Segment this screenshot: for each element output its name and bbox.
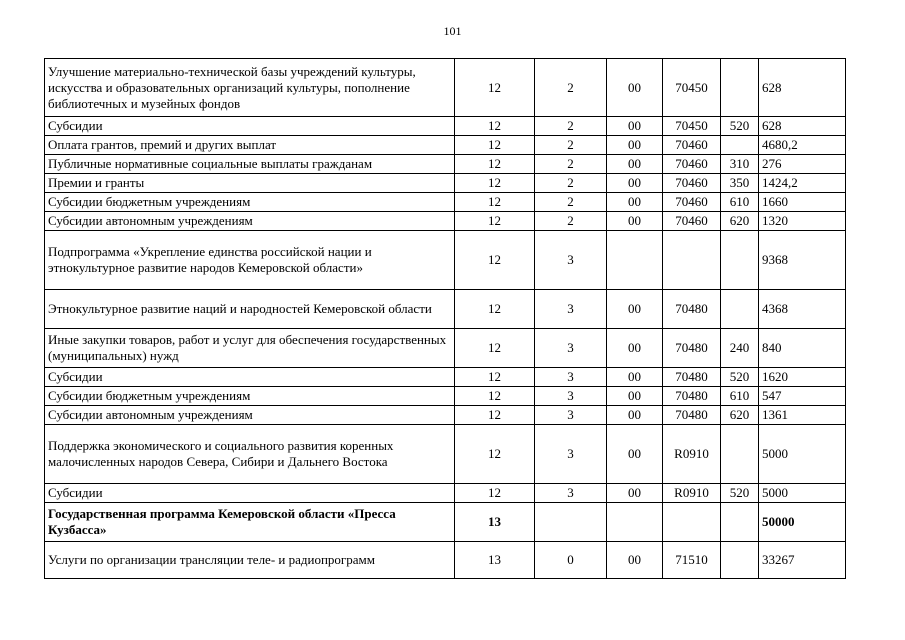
row-name-cell: Субсидии	[45, 368, 455, 387]
table-row	[45, 193, 846, 212]
table-row	[45, 503, 846, 542]
target-code-cell: 70460	[663, 193, 721, 212]
expense-type-cell: 620	[721, 212, 759, 231]
program-code-cell: 00	[607, 117, 663, 136]
subsection-code-cell: 0	[535, 542, 607, 579]
program-code-cell	[607, 503, 663, 542]
amount-cell: 547	[759, 387, 846, 406]
target-code-cell	[663, 231, 721, 290]
expense-type-cell	[721, 290, 759, 329]
program-code-cell: 00	[607, 193, 663, 212]
table-row	[45, 290, 846, 329]
row-name-cell: Улучшение материально-технической базы учреждений культуры, искусства и образовательных организаций культуры, пополнение библиотечных и музейных фондов	[45, 59, 455, 117]
program-code-cell: 00	[607, 329, 663, 368]
table-row	[45, 542, 846, 579]
program-code-cell: 00	[607, 484, 663, 503]
row-name-cell: Субсидии бюджетным учреждениям	[45, 387, 455, 406]
section-code-cell: 12	[455, 387, 535, 406]
expense-type-cell	[721, 542, 759, 579]
table-row	[45, 59, 846, 117]
expense-type-cell: 240	[721, 329, 759, 368]
target-code-cell	[663, 503, 721, 542]
subsection-code-cell: 3	[535, 290, 607, 329]
table-row	[45, 329, 846, 368]
expense-type-cell: 520	[721, 117, 759, 136]
program-code-cell: 00	[607, 59, 663, 117]
expense-type-cell: 350	[721, 174, 759, 193]
amount-cell: 840	[759, 329, 846, 368]
amount-cell: 1361	[759, 406, 846, 425]
section-code-cell: 12	[455, 368, 535, 387]
amount-cell: 50000	[759, 503, 846, 542]
section-code-cell: 12	[455, 193, 535, 212]
program-code-cell: 00	[607, 174, 663, 193]
section-code-cell: 12	[455, 117, 535, 136]
target-code-cell: 70450	[663, 59, 721, 117]
row-name-cell: Премии и гранты	[45, 174, 455, 193]
expense-type-cell	[721, 503, 759, 542]
budget-table	[44, 58, 846, 579]
subsection-code-cell: 3	[535, 329, 607, 368]
section-code-cell: 12	[455, 484, 535, 503]
program-code-cell	[607, 231, 663, 290]
subsection-code-cell: 3	[535, 406, 607, 425]
target-code-cell: 70460	[663, 136, 721, 155]
target-code-cell: 70480	[663, 387, 721, 406]
section-code-cell: 12	[455, 174, 535, 193]
table-row	[45, 136, 846, 155]
row-name-cell: Субсидии автономным учреждениям	[45, 406, 455, 425]
row-name-cell: Субсидии	[45, 117, 455, 136]
amount-cell: 33267	[759, 542, 846, 579]
row-name-cell: Субсидии бюджетным учреждениям	[45, 193, 455, 212]
expense-type-cell: 520	[721, 484, 759, 503]
section-code-cell: 12	[455, 329, 535, 368]
section-code-cell: 12	[455, 212, 535, 231]
section-code-cell: 12	[455, 155, 535, 174]
subsection-code-cell	[535, 503, 607, 542]
table-row	[45, 387, 846, 406]
section-code-cell: 12	[455, 59, 535, 117]
table-row	[45, 484, 846, 503]
expense-type-cell: 620	[721, 406, 759, 425]
subsection-code-cell: 2	[535, 59, 607, 117]
amount-cell: 276	[759, 155, 846, 174]
expense-type-cell: 520	[721, 368, 759, 387]
row-name-cell: Государственная программа Кемеровской области «Пресса Кузбасса»	[45, 503, 455, 542]
table-row	[45, 155, 846, 174]
subsection-code-cell: 3	[535, 368, 607, 387]
program-code-cell: 00	[607, 136, 663, 155]
section-code-cell: 12	[455, 136, 535, 155]
row-name-cell: Подпрограмма «Укрепление единства российской нации и этнокультурное развитие народов Кемеровской области»	[45, 231, 455, 290]
target-code-cell: 70460	[663, 155, 721, 174]
program-code-cell: 00	[607, 290, 663, 329]
subsection-code-cell: 2	[535, 193, 607, 212]
row-name-cell: Поддержка экономического и социального развития коренных малочисленных народов Севера, Сибири и Дальнего Востока	[45, 425, 455, 484]
target-code-cell: 70450	[663, 117, 721, 136]
target-code-cell: R0910	[663, 484, 721, 503]
table-row	[45, 117, 846, 136]
amount-cell: 4680,2	[759, 136, 846, 155]
expense-type-cell	[721, 231, 759, 290]
target-code-cell: 71510	[663, 542, 721, 579]
amount-cell: 4368	[759, 290, 846, 329]
amount-cell: 5000	[759, 484, 846, 503]
subsection-code-cell: 2	[535, 136, 607, 155]
table-row	[45, 174, 846, 193]
subsection-code-cell: 3	[535, 484, 607, 503]
section-code-cell: 13	[455, 542, 535, 579]
program-code-cell: 00	[607, 425, 663, 484]
subsection-code-cell: 2	[535, 117, 607, 136]
subsection-code-cell: 2	[535, 155, 607, 174]
row-name-cell: Оплата грантов, премий и других выплат	[45, 136, 455, 155]
amount-cell: 628	[759, 117, 846, 136]
target-code-cell: R0910	[663, 425, 721, 484]
section-code-cell: 12	[455, 290, 535, 329]
amount-cell: 9368	[759, 231, 846, 290]
page-number: 101	[443, 24, 462, 38]
expense-type-cell	[721, 425, 759, 484]
target-code-cell: 70480	[663, 406, 721, 425]
program-code-cell: 00	[607, 155, 663, 174]
target-code-cell: 70460	[663, 174, 721, 193]
subsection-code-cell: 3	[535, 387, 607, 406]
subsection-code-cell: 3	[535, 231, 607, 290]
amount-cell: 1320	[759, 212, 846, 231]
row-name-cell: Публичные нормативные социальные выплаты гражданам	[45, 155, 455, 174]
section-code-cell: 12	[455, 231, 535, 290]
row-name-cell: Иные закупки товаров, работ и услуг для обеспечения государственных (муниципальных) нужд	[45, 329, 455, 368]
amount-cell: 1620	[759, 368, 846, 387]
target-code-cell: 70460	[663, 212, 721, 231]
expense-type-cell: 610	[721, 387, 759, 406]
table-row	[45, 406, 846, 425]
row-name-cell: Этнокультурное развитие наций и народностей Кемеровской области	[45, 290, 455, 329]
section-code-cell: 13	[455, 503, 535, 542]
row-name-cell: Услуги по организации трансляции теле- и радиопрограмм	[45, 542, 455, 579]
row-name-cell: Субсидии	[45, 484, 455, 503]
amount-cell: 5000	[759, 425, 846, 484]
program-code-cell: 00	[607, 212, 663, 231]
table-row	[45, 368, 846, 387]
amount-cell: 1424,2	[759, 174, 846, 193]
amount-cell: 1660	[759, 193, 846, 212]
table-row	[45, 231, 846, 290]
expense-type-cell	[721, 59, 759, 117]
table-row	[45, 425, 846, 484]
program-code-cell: 00	[607, 368, 663, 387]
subsection-code-cell: 2	[535, 212, 607, 231]
section-code-cell: 12	[455, 425, 535, 484]
expense-type-cell	[721, 136, 759, 155]
row-name-cell: Субсидии автономным учреждениям	[45, 212, 455, 231]
expense-type-cell: 610	[721, 193, 759, 212]
expense-type-cell: 310	[721, 155, 759, 174]
amount-cell: 628	[759, 59, 846, 117]
subsection-code-cell: 3	[535, 425, 607, 484]
program-code-cell: 00	[607, 387, 663, 406]
target-code-cell: 70480	[663, 368, 721, 387]
section-code-cell: 12	[455, 406, 535, 425]
target-code-cell: 70480	[663, 329, 721, 368]
table-row	[45, 212, 846, 231]
program-code-cell: 00	[607, 542, 663, 579]
target-code-cell: 70480	[663, 290, 721, 329]
program-code-cell: 00	[607, 406, 663, 425]
subsection-code-cell: 2	[535, 174, 607, 193]
